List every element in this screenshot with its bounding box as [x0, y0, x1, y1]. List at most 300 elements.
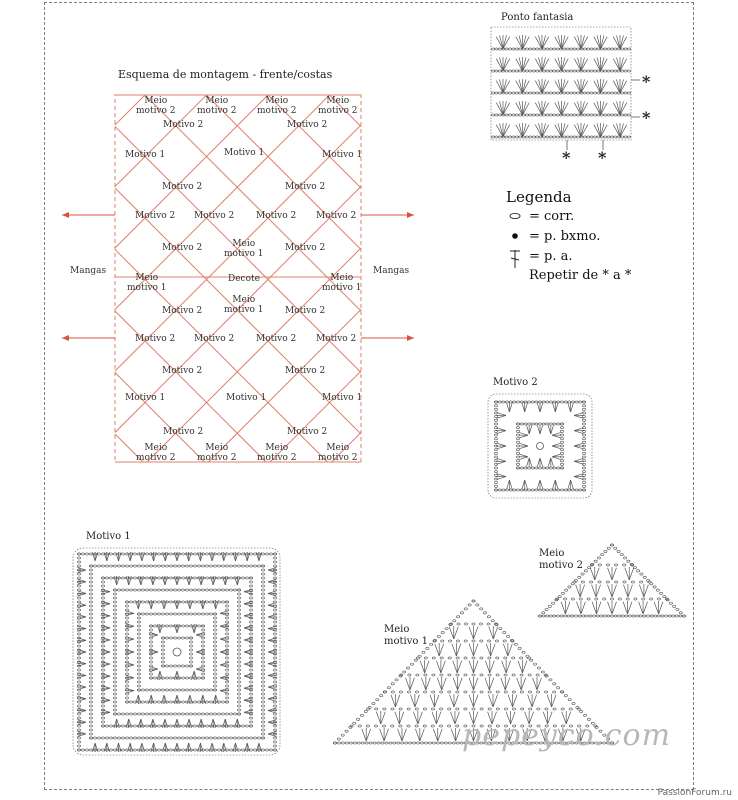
double-crochet — [509, 480, 512, 490]
chain-stitch — [117, 589, 120, 591]
chain-stitch — [273, 681, 276, 683]
chain-stitch — [624, 92, 627, 94]
chain-stitch — [113, 669, 116, 671]
half-motif-label: Meio motivo 2 — [197, 96, 237, 116]
chain-stitch — [549, 92, 552, 94]
chain-stitch — [225, 629, 228, 631]
motif2-label: Motivo 2 — [287, 120, 328, 130]
half-motif1-chart-title: Meio motivo 1 — [384, 624, 428, 647]
double-crochet — [268, 605, 277, 608]
chain-stitch — [424, 657, 427, 659]
chain-stitch — [669, 602, 672, 604]
chain-stitch — [225, 601, 228, 603]
chain-stitch — [456, 708, 459, 710]
chain-stitch — [157, 701, 160, 703]
chain-stitch — [249, 669, 252, 671]
chain-stitch — [273, 717, 276, 719]
chain-stitch — [516, 438, 519, 440]
chain-stitch — [582, 471, 585, 473]
double-crochet — [540, 402, 543, 412]
chain-stitch — [601, 554, 604, 556]
double-crochet — [581, 35, 584, 49]
chain-stitch — [261, 621, 264, 623]
chain-stitch — [416, 674, 419, 676]
legend-repeat: Repetir de * a * — [529, 268, 632, 283]
chain-stitch — [563, 598, 566, 600]
chain-stitch — [480, 608, 483, 610]
chain-stitch — [261, 609, 264, 611]
chain-stitch — [542, 615, 545, 617]
chain-stitch — [261, 689, 264, 691]
chain-stitch — [213, 665, 216, 667]
chain-stitch — [137, 565, 140, 567]
motif1-label: Motivo 1 — [125, 393, 166, 403]
chain-stitch — [109, 749, 112, 751]
double-crochet — [216, 600, 219, 609]
double-crochet — [157, 624, 160, 633]
chain-stitch — [153, 737, 156, 739]
chain-stitch — [494, 405, 497, 407]
chain-stitch — [253, 737, 256, 739]
chain-stitch — [113, 665, 116, 667]
chain-stitch — [149, 657, 152, 659]
chain-stitch — [553, 691, 556, 693]
chain-stitch — [85, 749, 88, 751]
chain-stitch — [650, 598, 653, 600]
chain-stitch — [249, 585, 252, 587]
chain-stitch — [487, 616, 490, 618]
chain-stitch — [273, 741, 276, 743]
chain-stitch — [261, 669, 264, 671]
chain-stitch — [237, 601, 240, 603]
chain-stitch — [582, 434, 585, 436]
chain-stitch — [503, 640, 506, 642]
double-crochet — [562, 125, 569, 137]
chain-stitch — [237, 653, 240, 655]
chain-stitch — [545, 708, 548, 710]
chain-stitch — [97, 749, 100, 751]
chain-stitch — [537, 667, 540, 669]
chain-stitch — [145, 601, 148, 603]
chain-stitch — [358, 725, 361, 727]
chain-stitch — [515, 70, 518, 72]
chain-stitch — [161, 657, 164, 659]
chain-stitch — [498, 489, 501, 491]
chain-stitch — [125, 621, 128, 623]
chain-stitch — [391, 691, 394, 693]
chain-stitch — [185, 613, 188, 615]
double-crochet — [457, 661, 461, 673]
chain-stitch — [538, 615, 541, 617]
neckline-label: Decote — [228, 274, 260, 284]
double-crochet — [194, 671, 197, 680]
chain-stitch — [583, 92, 586, 94]
chain-stitch — [385, 742, 388, 744]
double-crochet — [196, 649, 205, 652]
chain-stitch — [253, 553, 256, 555]
chain-stitch — [353, 742, 356, 744]
chain-stitch — [407, 691, 410, 693]
double-crochet — [381, 712, 385, 724]
double-crochet — [542, 103, 549, 115]
chain-stitch — [237, 661, 240, 663]
chain-stitch — [549, 114, 552, 116]
chain-stitch — [177, 565, 180, 567]
chain-stitch — [181, 613, 184, 615]
chain-stitch — [456, 725, 459, 727]
chain-stitch — [213, 645, 216, 647]
double-crochet — [643, 602, 647, 614]
chain-stitch — [145, 701, 148, 703]
chain-stitch — [173, 589, 176, 591]
chain-stitch — [181, 749, 184, 751]
chain-stitch — [578, 615, 581, 617]
chain-stitch — [205, 725, 208, 727]
chain-stitch — [607, 547, 610, 549]
sleeve-arrow-right-head — [407, 212, 414, 218]
chain-stitch — [185, 637, 188, 639]
double-crochet — [523, 35, 526, 49]
motif2-label: Motivo 2 — [256, 334, 297, 344]
double-crochet — [537, 402, 540, 412]
double-crochet — [617, 101, 620, 115]
chain-stitch — [582, 419, 585, 421]
double-crochet — [380, 729, 384, 741]
chain-stitch — [604, 550, 607, 552]
double-crochet — [220, 626, 229, 629]
double-crochet — [244, 676, 253, 679]
double-crochet — [601, 81, 608, 93]
chain-stitch — [632, 615, 635, 617]
double-crochet — [366, 729, 370, 741]
double-crochet — [620, 123, 623, 137]
double-crochet — [221, 743, 224, 752]
chain-stitch — [380, 695, 383, 697]
chain-stitch — [507, 635, 510, 637]
chain-stitch — [413, 742, 416, 744]
chain-stitch — [201, 737, 204, 739]
double-crochet — [194, 624, 197, 633]
chain-stitch — [261, 721, 264, 723]
chain-stitch — [452, 742, 455, 744]
chain-stitch — [77, 717, 80, 719]
chain-stitch — [113, 589, 116, 591]
double-crochet — [639, 602, 643, 614]
chain-stitch — [560, 467, 563, 469]
double-crochet — [540, 425, 543, 434]
chain-stitch — [193, 701, 196, 703]
chain-stitch — [582, 482, 585, 484]
chain-stitch — [424, 742, 427, 744]
chain-stitch — [89, 629, 92, 631]
chain-stitch — [561, 592, 564, 594]
double-crochet — [562, 81, 569, 93]
chain-stitch — [448, 725, 451, 727]
double-crochet — [628, 585, 632, 597]
chain-stitch — [546, 615, 549, 617]
chain-stitch — [491, 70, 494, 72]
chain-stitch — [573, 48, 576, 50]
chain-stitch — [448, 640, 451, 642]
double-crochet — [594, 59, 601, 71]
double-crochet — [539, 35, 542, 49]
chain-stitch — [415, 691, 418, 693]
chain-stitch — [261, 577, 264, 579]
chain-stitch — [185, 689, 188, 691]
chain-stitch — [519, 114, 522, 116]
chain-stitch — [149, 589, 152, 591]
chain-stitch — [237, 633, 240, 635]
chain-stitch — [193, 553, 196, 555]
chain-stitch — [113, 617, 116, 619]
chain-stitch — [273, 749, 276, 751]
double-crochet — [537, 458, 540, 467]
double-crochet — [245, 743, 248, 752]
chain-stitch — [181, 665, 184, 667]
double-crochet — [555, 125, 562, 137]
double-crochet — [77, 649, 86, 652]
chain-stitch — [549, 48, 552, 50]
double-crochet — [221, 552, 224, 561]
chain-stitch — [657, 598, 660, 600]
chain-stitch — [519, 92, 522, 94]
chain-stitch — [553, 92, 556, 94]
double-crochet — [537, 480, 540, 490]
chain-stitch — [261, 585, 264, 587]
double-crochet — [125, 675, 134, 678]
chain-stitch — [237, 621, 240, 623]
double-crochet — [489, 678, 493, 690]
chain-stitch — [595, 598, 598, 600]
chain-stitch — [488, 640, 491, 642]
double-crochet — [552, 446, 561, 449]
chain-stitch — [624, 136, 627, 138]
chain-stitch — [225, 657, 228, 659]
chain-stitch — [261, 733, 264, 735]
chain-stitch — [587, 136, 590, 138]
chain-stitch — [273, 597, 276, 599]
double-crochet — [617, 35, 620, 49]
chain-stitch — [269, 553, 272, 555]
chain-stitch — [157, 577, 160, 579]
chain-stitch — [181, 589, 184, 591]
chain-stitch — [161, 589, 164, 591]
double-crochet — [220, 649, 229, 652]
double-crochet — [508, 695, 512, 707]
double-crochet — [537, 425, 540, 434]
chain-stitch — [522, 651, 525, 653]
double-crochet — [629, 568, 633, 580]
double-crochet — [107, 743, 110, 752]
chain-stitch — [225, 617, 228, 619]
chain-stitch — [77, 749, 80, 751]
chain-stitch — [536, 136, 539, 138]
chain-stitch — [480, 674, 483, 676]
chain-stitch — [97, 553, 100, 555]
chain-stitch — [173, 737, 176, 739]
chain-stitch — [621, 92, 624, 94]
double-crochet — [578, 123, 581, 137]
chain-stitch — [77, 725, 80, 727]
double-crochet — [142, 552, 145, 561]
double-crochet — [496, 428, 506, 431]
chain-stitch — [494, 456, 497, 458]
chain-stitch — [512, 92, 515, 94]
chain-stitch — [643, 576, 646, 578]
chain-stitch — [253, 565, 256, 567]
double-crochet — [581, 602, 585, 614]
chain-stitch — [177, 613, 180, 615]
chain-stitch — [503, 631, 506, 633]
chain-stitch — [456, 674, 459, 676]
double-crochet — [496, 103, 503, 115]
double-crochet — [432, 712, 436, 724]
chain-stitch — [445, 628, 448, 630]
chain-stitch — [141, 601, 144, 603]
chain-stitch — [621, 48, 624, 50]
double-crochet — [469, 678, 473, 690]
chain-stitch — [193, 613, 196, 615]
chain-stitch — [105, 737, 108, 739]
chain-stitch — [553, 683, 556, 685]
chain-stitch — [659, 592, 662, 594]
chain-stitch — [193, 725, 196, 727]
double-crochet — [620, 125, 627, 137]
chain-stitch — [521, 708, 524, 710]
double-crochet — [486, 644, 490, 656]
double-crochet — [578, 101, 581, 115]
double-crochet — [555, 480, 558, 490]
chain-stitch — [165, 737, 168, 739]
chain-stitch — [502, 489, 505, 491]
chain-stitch — [105, 565, 108, 567]
chain-stitch — [165, 665, 168, 667]
chain-stitch — [568, 586, 571, 588]
chain-stitch — [213, 629, 216, 631]
chain-stitch — [125, 617, 128, 619]
chain-stitch — [592, 615, 595, 617]
chain-stitch — [201, 641, 204, 643]
double-crochet — [157, 671, 160, 680]
double-crochet — [535, 37, 542, 49]
chain-stitch — [261, 633, 264, 635]
double-crochet — [617, 123, 620, 137]
chain-stitch — [245, 565, 248, 567]
chain-stitch — [512, 674, 515, 676]
double-crochet — [220, 688, 229, 691]
chain-stitch — [89, 725, 92, 727]
double-crochet — [101, 676, 110, 679]
chain-stitch — [161, 713, 164, 715]
chain-stitch — [201, 661, 204, 663]
chain-stitch — [568, 699, 571, 701]
chain-stitch — [449, 623, 452, 625]
chain-stitch — [582, 489, 585, 491]
chain-stitch — [133, 713, 136, 715]
chain-stitch — [193, 689, 196, 691]
double-crochet — [220, 652, 229, 655]
chain-stitch — [201, 629, 204, 631]
chain-stitch — [261, 641, 264, 643]
double-crochet — [117, 576, 120, 585]
double-crochet — [196, 632, 205, 635]
double-crochet — [594, 125, 601, 137]
chain-stitch — [607, 70, 610, 72]
chain-stitch — [553, 708, 556, 710]
double-crochet — [163, 743, 166, 752]
double-crochet — [77, 614, 86, 617]
chain-stitch — [89, 681, 92, 683]
double-crochet — [613, 81, 620, 93]
double-crochet — [581, 103, 588, 115]
chain-stitch — [563, 136, 566, 138]
chain-stitch — [570, 136, 573, 138]
double-crochet — [233, 743, 236, 752]
chain-stitch — [89, 685, 92, 687]
chain-stitch — [221, 713, 224, 715]
chain-stitch — [105, 577, 108, 579]
chain-stitch — [257, 737, 260, 739]
chain-stitch — [614, 114, 617, 116]
chain-stitch — [614, 615, 617, 617]
chain-stitch — [237, 673, 240, 675]
chain-stitch — [393, 742, 396, 744]
chain-stitch — [571, 598, 574, 600]
chain-stitch — [495, 136, 498, 138]
chain-stitch — [121, 589, 124, 591]
chain-stitch — [169, 565, 172, 567]
motif2-label: Motivo 2 — [163, 120, 204, 130]
chain-stitch — [181, 565, 184, 567]
chain-stitch — [585, 615, 588, 617]
double-crochet — [442, 678, 446, 690]
chain-stitch — [77, 693, 80, 695]
double-crochet — [601, 101, 604, 115]
chain-stitch — [508, 48, 511, 50]
chain-stitch — [197, 613, 200, 615]
chain-stitch — [623, 581, 626, 583]
chain-stitch — [546, 48, 549, 50]
chain-stitch — [564, 695, 567, 697]
chain-stitch — [89, 569, 92, 571]
chain-stitch — [423, 725, 426, 727]
double-crochet — [500, 79, 503, 93]
chain-stitch — [498, 136, 501, 138]
double-crochet — [161, 695, 164, 704]
chain-stitch — [109, 565, 112, 567]
chain-stitch — [415, 708, 418, 710]
double-crochet — [399, 712, 403, 724]
chain-stitch — [519, 136, 522, 138]
double-crochet — [542, 79, 545, 93]
chain-stitch — [536, 114, 539, 116]
double-crochet — [542, 125, 549, 137]
chain-stitch — [536, 674, 539, 676]
chain-stitch — [590, 92, 593, 94]
chain-stitch — [229, 577, 232, 579]
double-crochet — [542, 101, 545, 115]
chain-stitch — [676, 608, 679, 610]
legend-double-crochet: = p. a. — [529, 249, 573, 264]
chain-stitch — [583, 714, 586, 716]
double-crochet — [568, 402, 571, 412]
double-crochet — [540, 480, 543, 490]
chain-stitch — [549, 423, 552, 425]
chain-stitch — [551, 602, 554, 604]
double-crochet — [529, 425, 532, 434]
chain-stitch — [472, 600, 475, 602]
double-crochet — [519, 457, 528, 460]
